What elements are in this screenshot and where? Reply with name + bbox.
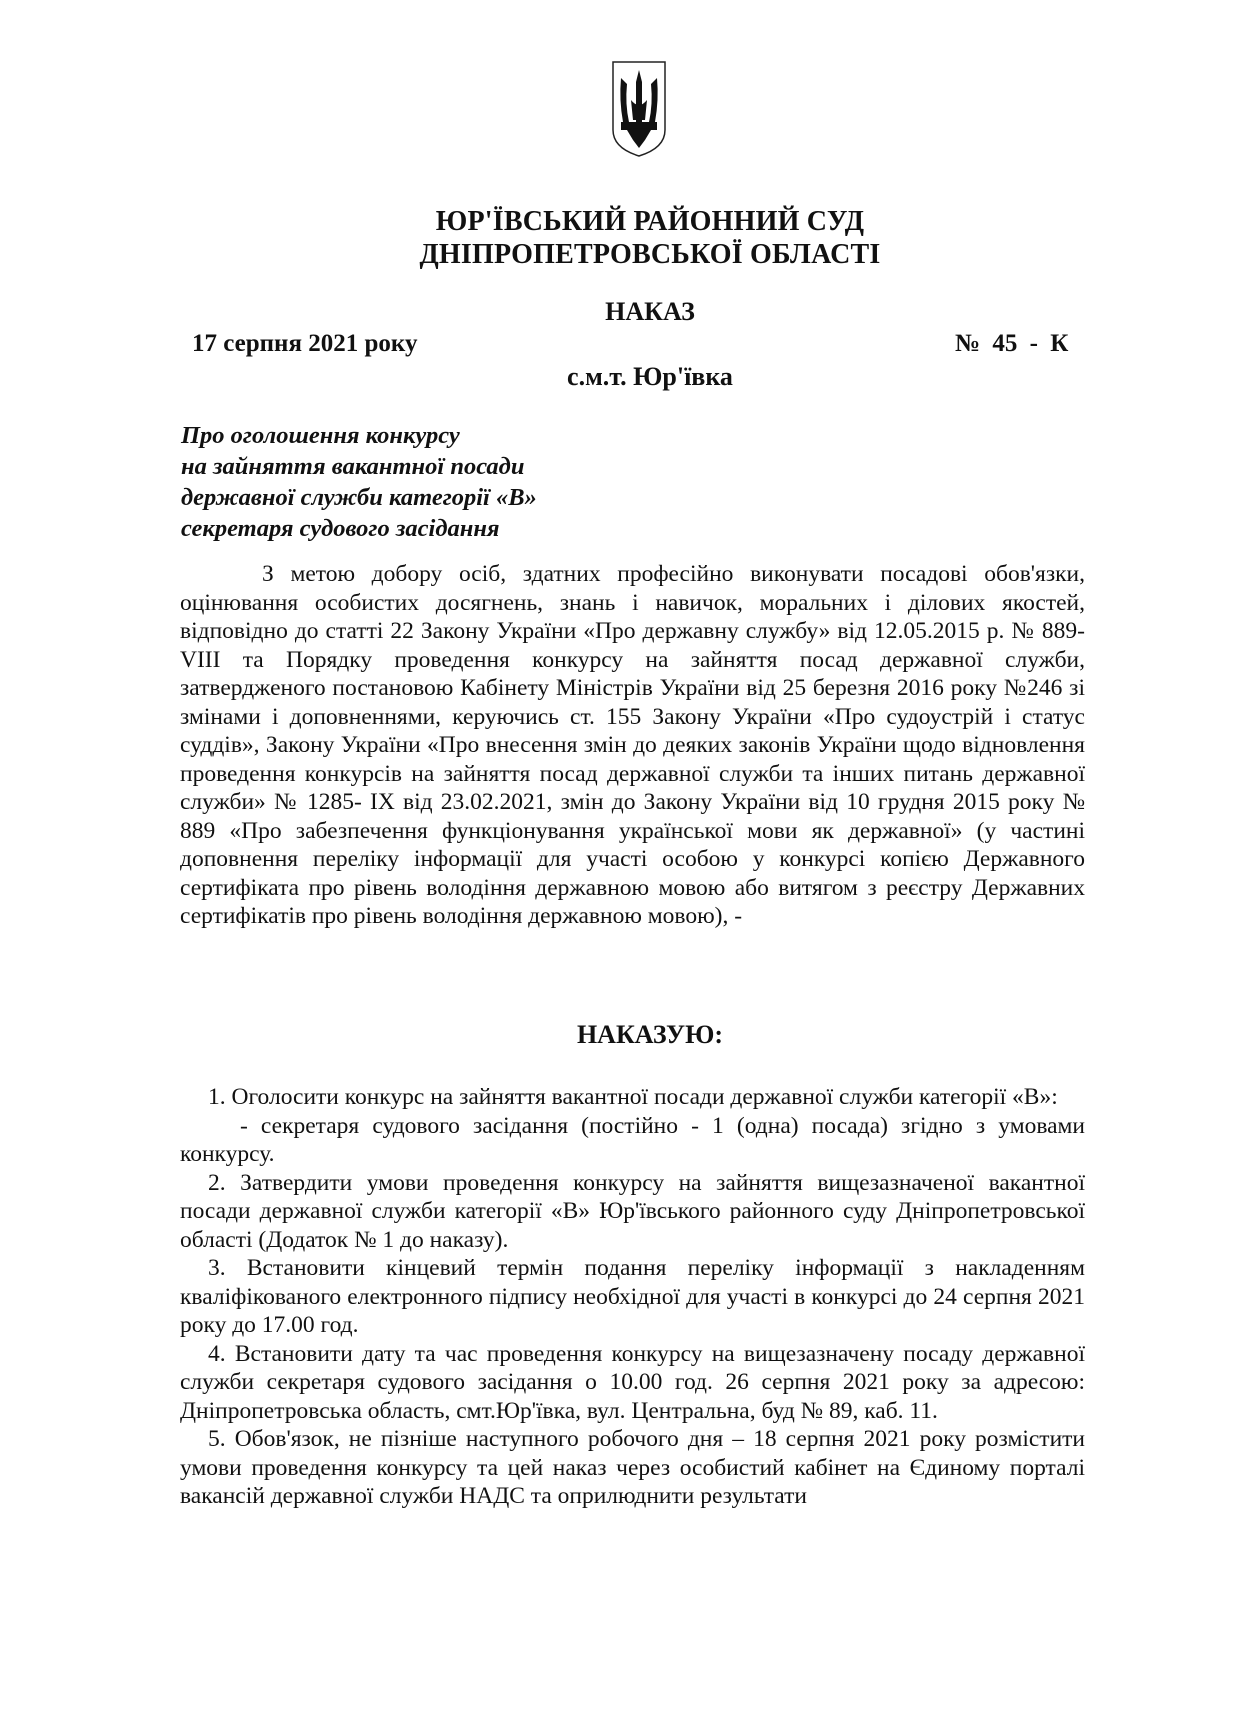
subject-line: Про оголошення конкурсу (181, 422, 460, 449)
orders-heading: НАКАЗУЮ: (576, 1020, 724, 1049)
order-subject (181, 420, 537, 544)
subject-line: державної служби категорії «В» (181, 484, 537, 511)
order-item-3: 3. Встановити кінцевий термін подання переліку інформації з накладенням кваліфікованого електронного підпису необхідної для участі в конкурсі до 24 серпня 2021 року до 17.00 год. (180, 1255, 1085, 1338)
order-number: № 45 - К (955, 330, 1069, 357)
order-place: с.м.т. Юр'ївка (567, 362, 733, 391)
order-item-5: 5. Обов'язок, не пізніше наступного робочого дня – 18 серпня 2021 року розмістити умови проведення конкурсу та цей наказ через особистий кабінет на Єдиному порталі вакансій державної служби НАДС та оприлюднити результати (180, 1426, 1085, 1509)
subject-line: секретаря судового засідання (181, 515, 500, 542)
court-name-line-2: ДНІПРОПЕТРОВСЬКОЇ ОБЛАСТІ (419, 239, 881, 270)
court-name-line-1: ЮР'ЇВСЬКИЙ РАЙОННИЙ СУД (435, 206, 865, 237)
subject-line: на зайняття вакантної посади (181, 453, 525, 480)
order-item-2: 2. Затвердити умови проведення конкурсу на зайняття вищезазначеної вакантної посади державної служби категорії «В» Юр'ївського районного суду Дніпропетровської області (Додаток № 1 до наказу). (180, 1169, 1085, 1253)
preamble-paragraph: З метою добору осіб, здатних професійно виконувати посадові обов'язки, оцінювання особистих досягнень, знань і навичок, моральних і ділових якостей, відповідно до статті 22 Закону України «Про державну службу» від 12.05.2015 р. № 889-VIII та Порядку проведення конкурсу на зайняття посад державної служби, затвердженого постановою Кабінету Міністрів України від 25 березня 2016 року №246 зі змінами і доповненнями, керуючись ст. 155 Закону України «Про судоустрій і статус суддів», Закону України «Про внесення змін до деяких законів України щодо відновлення проведення конкурсів на зайняття посад державної служби та інших питань державної служби» № 1285- ІХ від 23.02.2021, змін до Закону України від 10 грудня 2015 року № 889 «Про забезпечення функціонування української мови як державної» (у частині доповнення переліку інформації для участі особою у конкурсі копією Державного сертифіката про рівень володіння державною мовою або витягом з реєстру Державних сертифікатів про рівень володіння державною мовою), - (180, 561, 1085, 929)
order-item-1: 1. Оголосити конкурс на зайняття вакантної посади державної служби категорії «В»: (208, 1084, 1058, 1110)
order-item-1-sub: - секретаря судового засідання (постійно - 1 (одна) посада) згідно з умовами конкурсу. (180, 1112, 1085, 1167)
trident-coat-of-arms-icon (609, 60, 669, 158)
document-type-title: НАКАЗ (605, 297, 695, 326)
order-date: 17 серпня 2021 року (192, 330, 418, 357)
order-item-4: 4. Встановити дату та час проведення конкурсу на вищезазначену посаду державної служби секретаря судового засідання о 10.00 год. 26 серпня 2021 року за адресою: Дніпропетровська область, смт.Юр'ївка, вул. Центральна, буд № 89, каб. 11. (180, 1340, 1085, 1424)
court-name (380, 205, 920, 271)
order-items (180, 1083, 1085, 1511)
